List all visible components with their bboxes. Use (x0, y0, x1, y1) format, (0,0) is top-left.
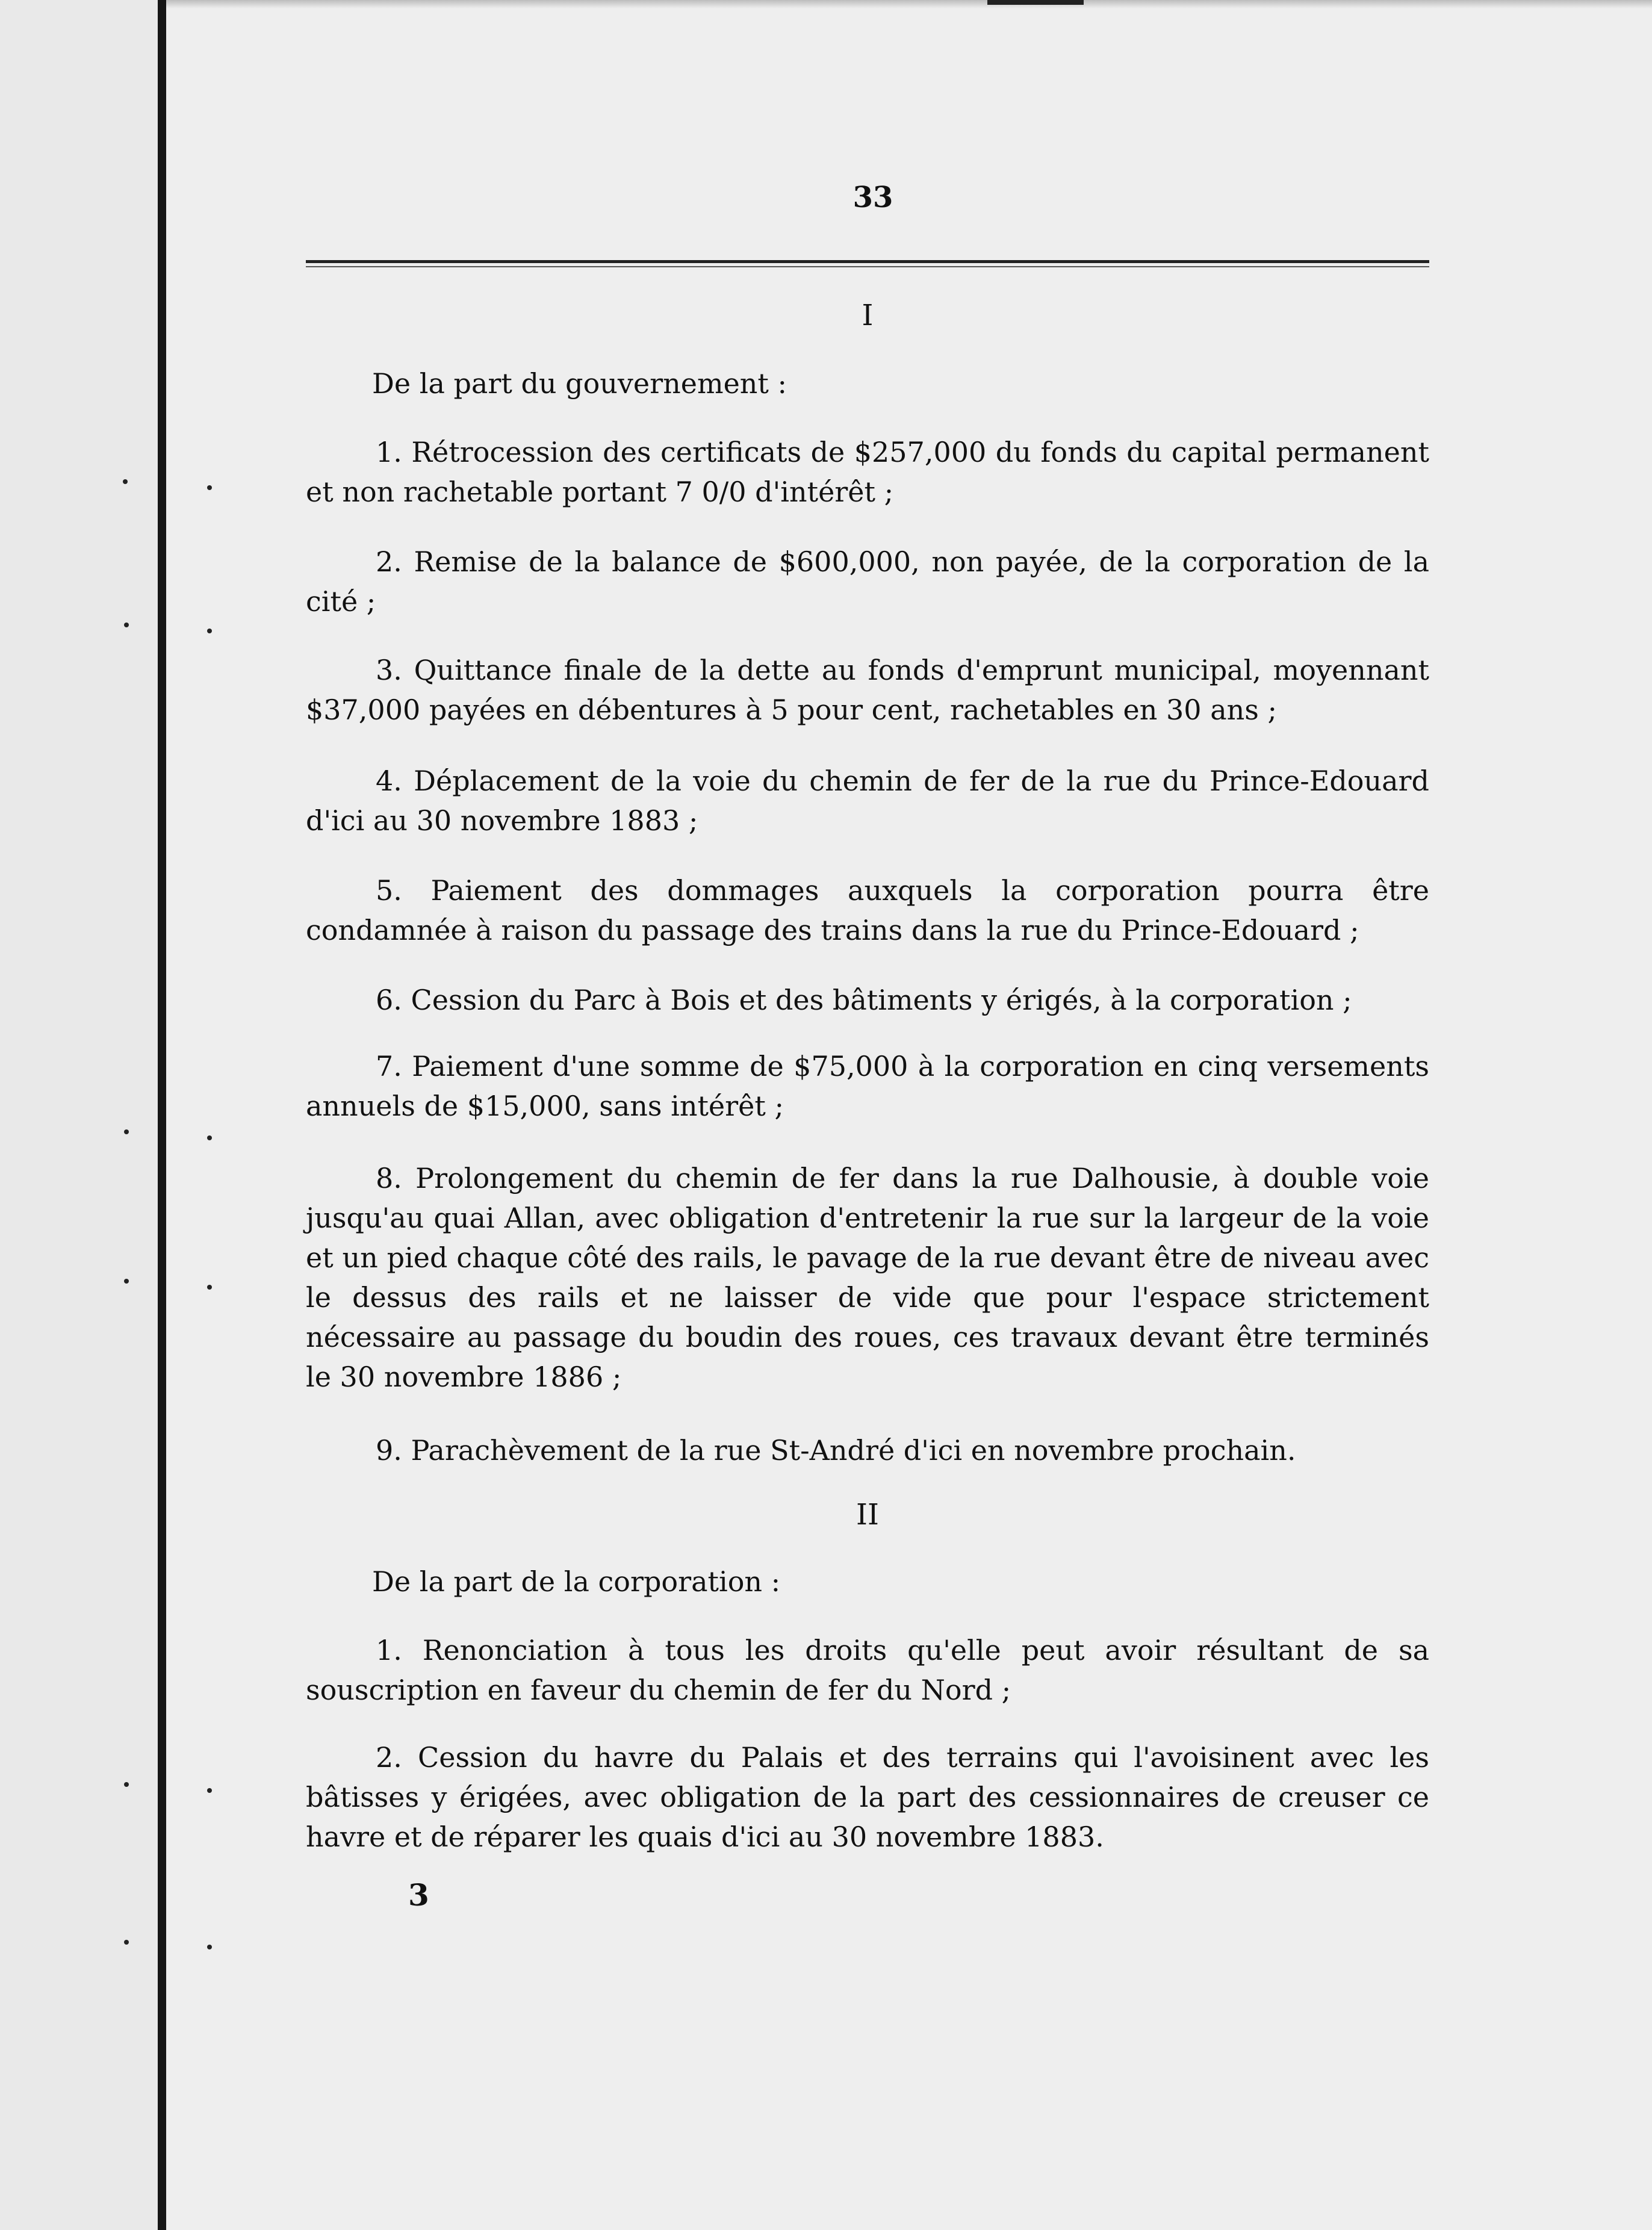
top-scan-mark (987, 0, 1084, 5)
margin-dot (124, 1782, 129, 1787)
scan-margin (0, 0, 158, 2230)
margin-dot (124, 1940, 129, 1945)
list-item: 4. Déplacement de la voie du chemin de fer de la rue du Prince-Edouard d'ici au 30 novembre 1883 ; (306, 765, 1429, 837)
top-shadow (166, 0, 1652, 8)
margin-dot (207, 1788, 212, 1793)
margin-dot (207, 485, 212, 490)
signature-mark: 3 (408, 1877, 429, 1913)
section-heading-1: I (862, 299, 874, 332)
margin-dot (124, 1279, 129, 1284)
margin-dot (124, 1129, 129, 1134)
list-item: 9. Parachèvement de la rue St-André d'ici en novembre prochain. (376, 1434, 1296, 1467)
header-rule-thin (306, 266, 1429, 267)
list-item: 8. Prolongement du chemin de fer dans la rue Dalhousie, à double voie jusqu'au quai Allan, avec obligation d'entretenir la rue sur la largeur de la voie et un pied chaque côté des rails, le pavage de la rue devant être de niveau avec le dessus des rails et ne laisser de vide que pour l'espace strictement nécessaire au passage du boudin des roues, ces travaux devant être terminés le 30 novembre 1886 ; (306, 1162, 1429, 1393)
margin-dot (207, 1135, 212, 1140)
section-intro-1: De la part du gouvernement : (372, 367, 787, 400)
list-item: 5. Paiement des dommages auxquels la corporation pourra être condamnée à raison du passage des trains dans la rue du Prince-Edouard ; (306, 874, 1429, 946)
section-intro-2: De la part de la corporation : (372, 1565, 781, 1598)
list-item: 2. Cession du havre du Palais et des terrains qui l'avoisinent avec les bâtisses y érigées, avec obligation de la part des cessionnaires de creuser ce havre et de réparer les quais d'ici au 30 novembre 1883. (306, 1741, 1429, 1853)
margin-dot (207, 1285, 212, 1290)
list-item: 7. Paiement d'une somme de $75,000 à la corporation en cinq versements annuels de $15,000, sans intérêt ; (306, 1050, 1429, 1122)
margin-dot (123, 479, 128, 484)
list-item: 6. Cession du Parc à Bois et des bâtiments y érigés, à la corporation ; (376, 984, 1352, 1016)
page-number: 33 (852, 181, 893, 214)
margin-dot (207, 1945, 212, 1949)
margin-dot (207, 629, 212, 633)
margin-dot (124, 623, 129, 627)
section-heading-2: II (856, 1498, 879, 1532)
list-item: 3. Quittance finale de la dette au fonds d'emprunt municipal, moyennant $37,000 payées en débentures à 5 pour cent, rachetables en 30 ans ; (306, 654, 1429, 726)
binding-edge (158, 0, 166, 2230)
header-rule (306, 260, 1429, 263)
list-item: 1. Rétrocession des certificats de $257,000 du fonds du capital permanent et non rachetable portant 7 0/0 d'intérêt ; (306, 436, 1429, 508)
list-item: 2. Remise de la balance de $600,000, non payée, de la corporation de la cité ; (306, 545, 1429, 618)
list-item: 1. Renonciation à tous les droits qu'elle peut avoir résultant de sa souscription en faveur du chemin de fer du Nord ; (306, 1634, 1429, 1706)
